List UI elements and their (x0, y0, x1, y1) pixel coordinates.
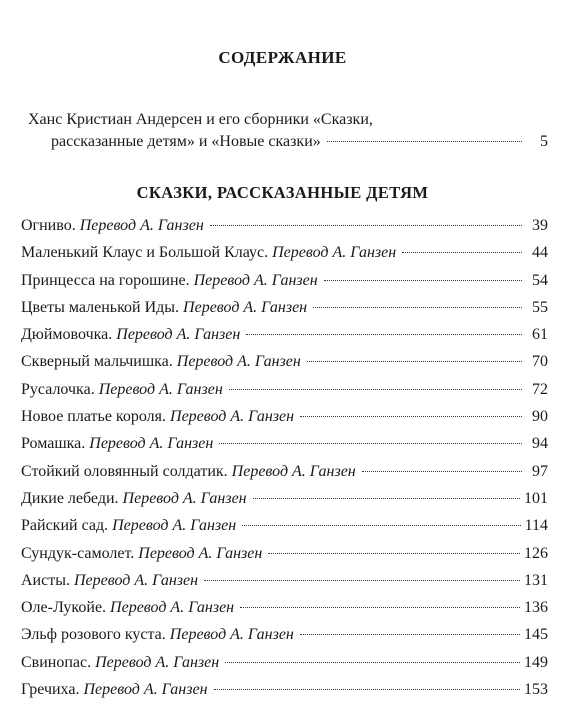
page-number: 131 (524, 571, 548, 589)
page-number: 5 (540, 133, 548, 150)
page-number: 149 (524, 653, 548, 671)
toc-entry (21, 403, 548, 430)
story-title (21, 321, 240, 348)
toc-entry (21, 485, 548, 512)
story-title (21, 430, 213, 457)
dot-leader (242, 525, 520, 526)
translator-credit: Перевод А. Ганзен (95, 653, 220, 671)
toc-entry (21, 267, 548, 294)
toc-entry (21, 676, 548, 703)
story-name: Дюймовочка. (21, 326, 113, 344)
translator-credit: Перевод А. Ганзен (183, 298, 308, 316)
page-number: 136 (524, 599, 548, 617)
story-title (21, 403, 294, 430)
toc-entry (21, 430, 548, 457)
dot-leader (300, 634, 520, 635)
toc-list (21, 212, 548, 703)
story-title (21, 567, 198, 594)
dot-leader (362, 471, 522, 472)
page-number: 55 (532, 298, 548, 316)
story-title (21, 267, 318, 294)
dot-leader (253, 498, 520, 499)
toc-entry (21, 458, 548, 485)
intro-title-line-2: рассказанные детям» и «Новые сказки» (51, 133, 321, 150)
translator-credit: Перевод А. Ганзен (116, 326, 241, 344)
intro-entry (28, 109, 548, 153)
dot-leader (313, 307, 522, 308)
page-number: 101 (524, 489, 548, 507)
page-number: 54 (532, 271, 548, 289)
story-name: Огниво. (21, 217, 76, 234)
toc-entry (21, 239, 548, 266)
intro-title-line-2-row (28, 131, 548, 153)
translator-credit: Перевод А. Ганзен (110, 599, 235, 617)
translator-credit: Перевод А. Ганзен (112, 517, 237, 535)
dot-leader (246, 334, 522, 335)
toc-entry (21, 321, 548, 348)
dot-leader (229, 389, 522, 390)
story-name: Принцесса на горошине. (21, 271, 190, 289)
story-name: Маленький Клаус и Большой Клаус. (21, 244, 269, 262)
toc-entry (21, 594, 548, 621)
translator-credit: Перевод А. Ганзен (176, 353, 301, 371)
story-title (21, 621, 294, 648)
story-title (21, 676, 208, 703)
translator-credit: Перевод А. Ганзен (73, 571, 199, 589)
story-title (21, 212, 204, 239)
story-title (21, 239, 396, 266)
toc-entry (21, 512, 548, 539)
page-number: 94 (532, 435, 548, 453)
dot-leader (327, 141, 522, 142)
story-title (21, 649, 219, 676)
story-title (21, 485, 247, 512)
page-title: СОДЕРЖАНИЕ (218, 48, 347, 67)
page-number: 72 (532, 380, 548, 398)
dot-leader (268, 553, 520, 554)
translator-credit: Перевод А. Ганзен (79, 217, 204, 234)
story-title (21, 512, 236, 539)
story-name: Райский сад. (21, 517, 109, 535)
dot-leader (300, 416, 522, 417)
dot-leader (225, 662, 520, 663)
dot-leader (240, 607, 520, 608)
intro-title-line-1: Ханс Кристиан Андерсен и его сборники «Сказки, (28, 111, 373, 128)
story-name: Стойкий оловянный солдатик. (21, 462, 228, 480)
translator-credit: Перевод А. Ганзен (98, 380, 223, 398)
translator-credit: Перевод А. Ганзен (138, 544, 263, 562)
dot-leader (204, 580, 520, 581)
toc-entry (21, 294, 548, 321)
dot-leader (214, 689, 520, 690)
translator-credit: Перевод А. Ганзен (272, 244, 397, 262)
story-name: Эльф розового куста. (21, 626, 166, 644)
page-number: 39 (532, 217, 548, 234)
translator-credit: Перевод А. Ганзен (231, 462, 356, 480)
story-name: Сундук-самолет. (21, 544, 135, 562)
story-title (21, 348, 301, 375)
page-number: 97 (532, 462, 548, 480)
toc-entry (21, 649, 548, 676)
dot-leader (210, 225, 522, 226)
translator-credit: Перевод А. Ганзен (170, 408, 295, 426)
toc-entry (21, 540, 548, 567)
page-number: 145 (524, 626, 548, 644)
dot-leader (219, 443, 522, 444)
story-name: Новое платье короля. (21, 408, 167, 426)
toc-entry (21, 621, 548, 648)
dot-leader (324, 280, 522, 281)
story-title (21, 376, 223, 403)
story-name: Дикие лебеди. (21, 489, 119, 507)
translator-credit: Перевод А. Ганзен (83, 681, 208, 699)
story-name: Скверный мальчишка. (21, 353, 173, 371)
story-name: Ромашка. (21, 435, 86, 453)
page-number: 126 (524, 544, 548, 562)
toc-entry (21, 567, 548, 594)
story-title (21, 294, 307, 321)
page-number: 44 (532, 244, 548, 262)
page-number: 114 (524, 517, 548, 535)
toc-entry (21, 376, 548, 403)
translator-credit: Перевод А. Ганзен (169, 626, 294, 644)
story-name: Цветы маленькой Иды. (21, 298, 180, 316)
dot-leader (307, 361, 522, 362)
section-title: СКАЗКИ, РАССКАЗАННЫЕ ДЕТЯМ (136, 183, 429, 202)
page-number: 90 (532, 408, 548, 426)
story-title (21, 458, 356, 485)
translator-credit: Перевод А. Ганзен (193, 271, 318, 289)
story-name: Свинопас. (21, 653, 92, 671)
story-name: Гречиха. (21, 681, 80, 699)
story-title (21, 540, 262, 567)
story-name: Аисты. (21, 571, 70, 589)
translator-credit: Перевод А. Ганзен (122, 489, 247, 507)
story-name: Оле-Лукойе. (21, 599, 107, 617)
page-number: 61 (532, 326, 548, 344)
story-name: Русалочка. (21, 380, 95, 398)
page-number: 153 (524, 681, 548, 699)
dot-leader (402, 252, 522, 253)
story-title (21, 594, 234, 621)
toc-entry (21, 348, 548, 375)
translator-credit: Перевод А. Ганзен (89, 435, 214, 453)
toc-entry (21, 212, 548, 239)
page-number: 70 (532, 353, 548, 371)
